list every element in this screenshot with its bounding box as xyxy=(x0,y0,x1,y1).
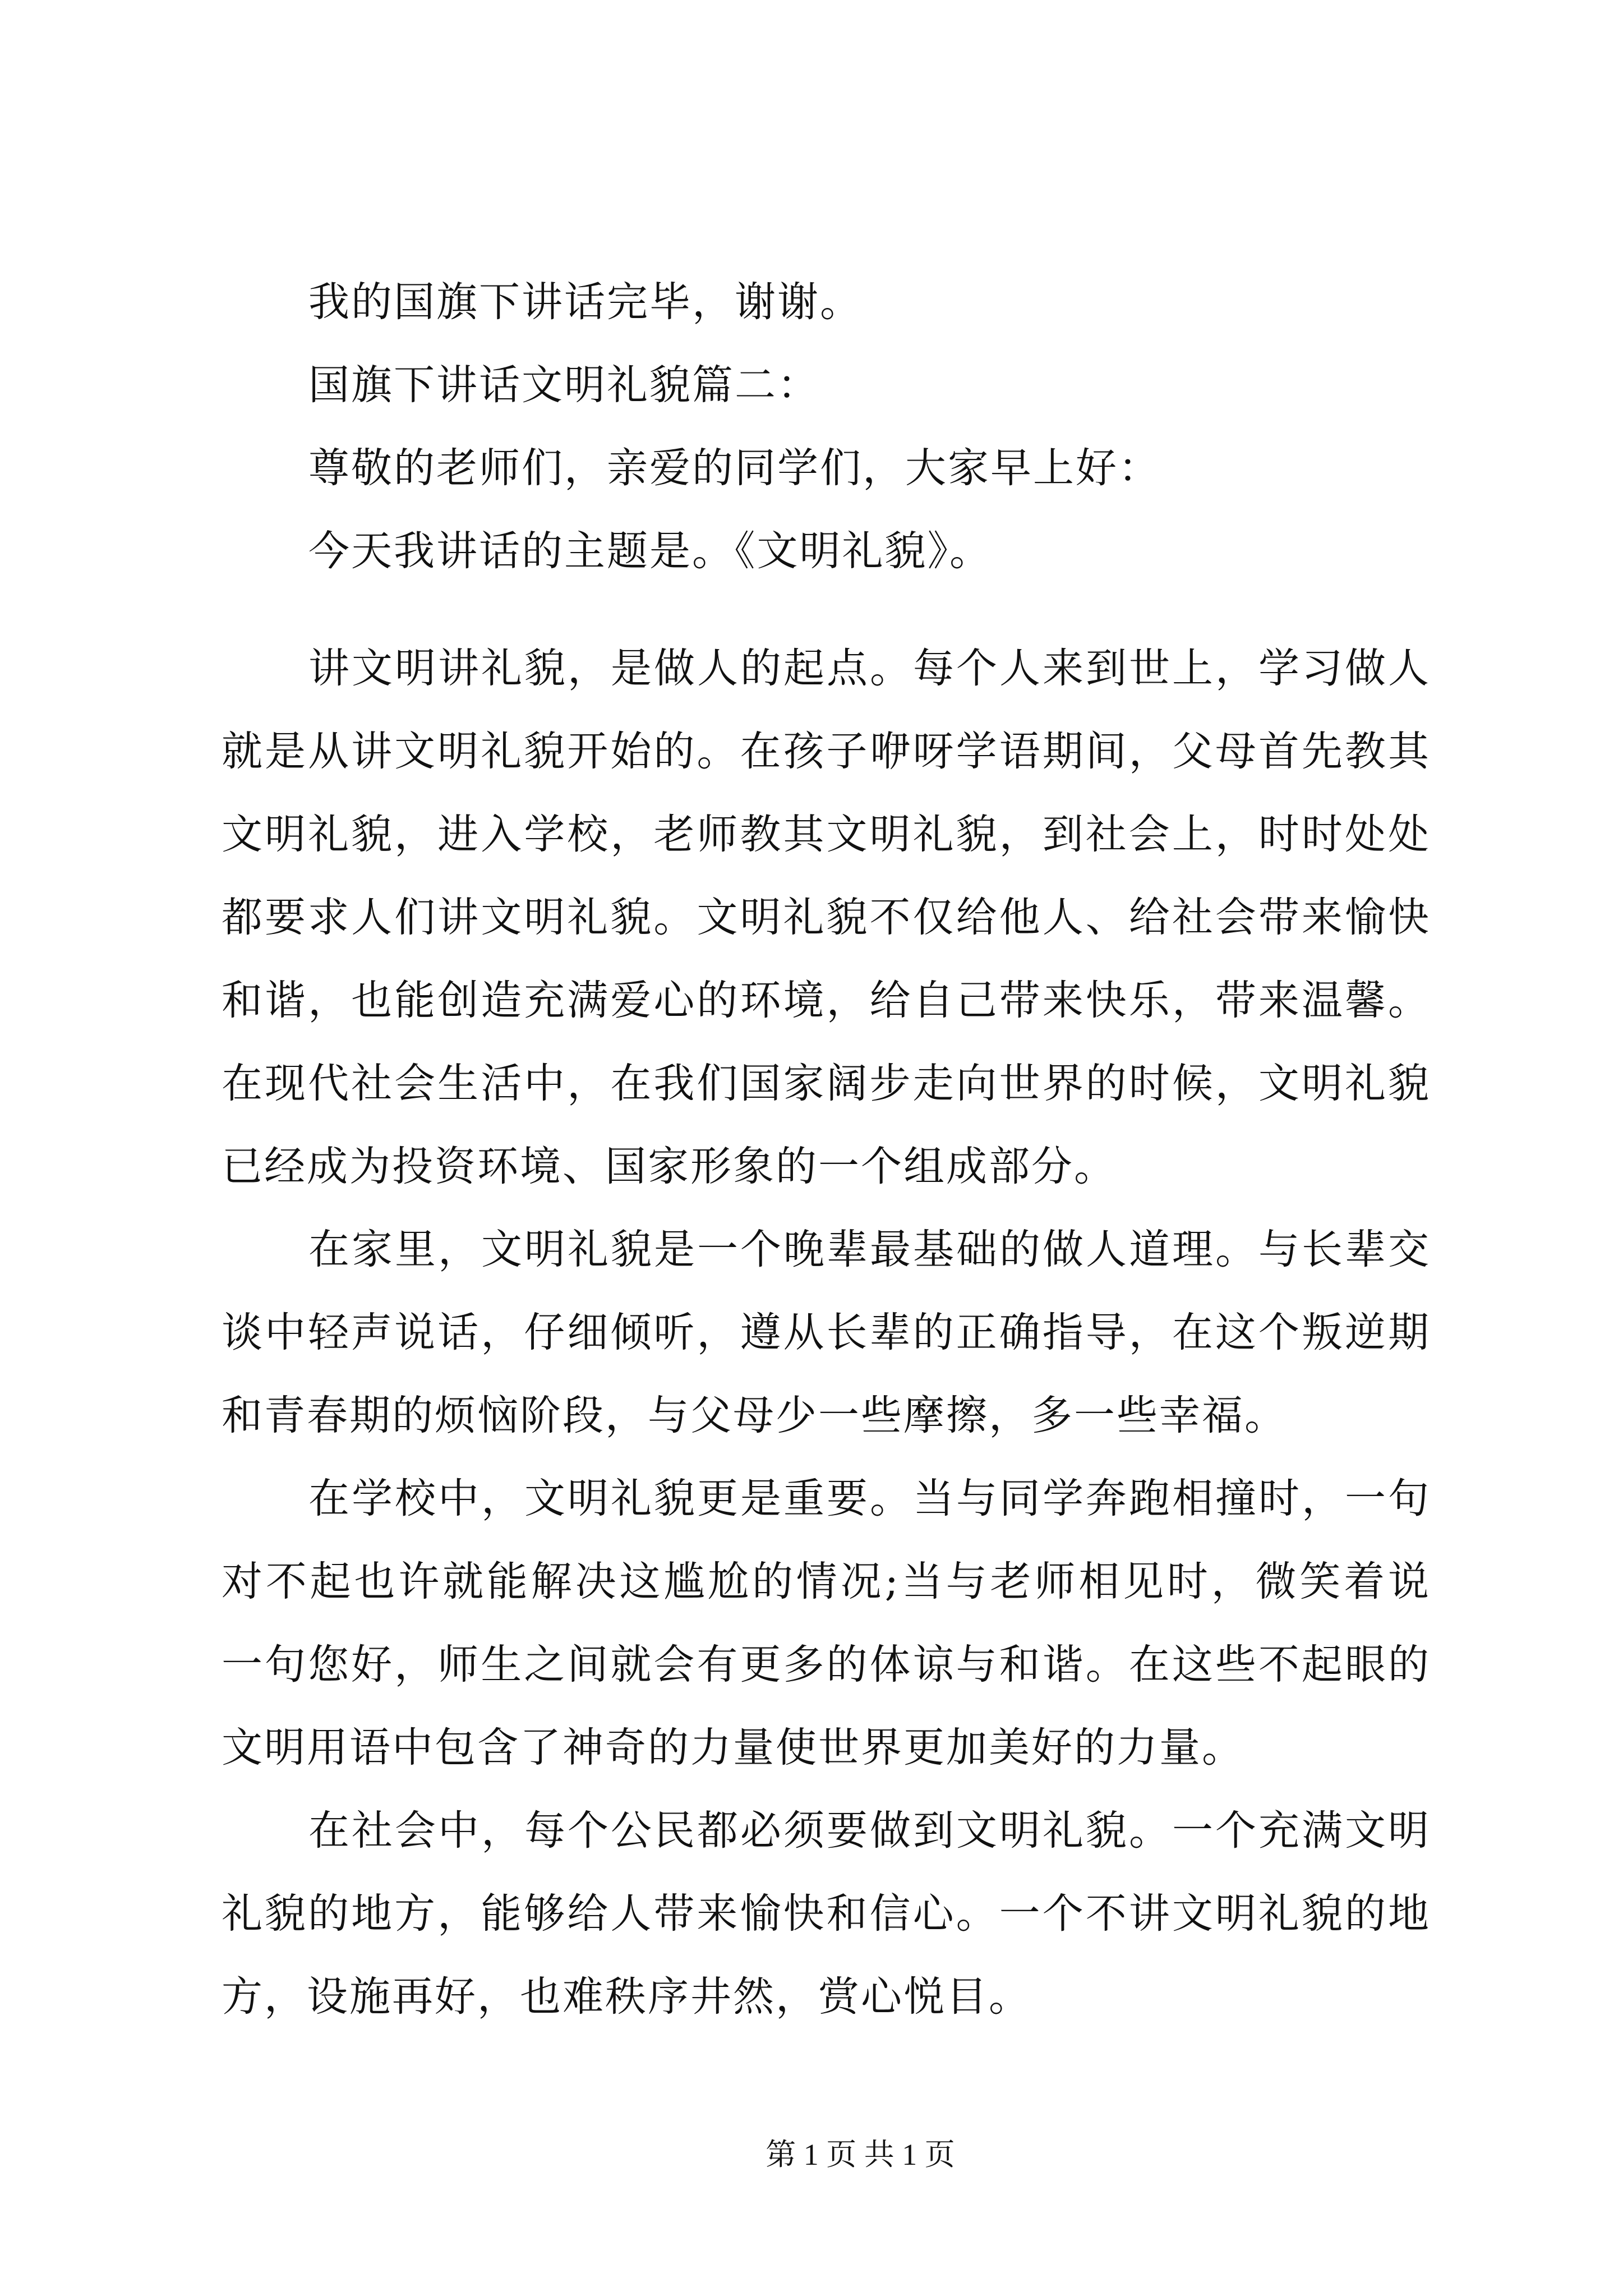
text-line: 一句您好，师生之间就会有更多的体谅与和谐。在这些不起眼的 xyxy=(222,1641,1431,1688)
text-line: 文明用语中包含了神奇的力量使世界更加美好的力量。 xyxy=(222,1724,1244,1772)
text-line: 礼貌的地方，能够给人带来愉快和信心。一个不讲文明礼貌的地 xyxy=(222,1890,1431,1938)
paragraph-intro xyxy=(222,627,1431,1208)
page-number-label: 第 1 页 共 1 页 xyxy=(766,2138,955,2171)
text-line: 对不起也许就能解决这尴尬的情况;当与老师相见时，微笑着说 xyxy=(222,1558,1431,1605)
section-title xyxy=(222,344,1431,427)
text-line: 今天我讲话的主题是。《文明礼貌》。 xyxy=(308,527,992,575)
text-line: 在学校中，文明礼貌更是重要。当与同学奔跑相撞时，一句 xyxy=(308,1475,1431,1522)
paragraph-school xyxy=(222,1457,1431,1789)
text-line: 已经成为投资环境、国家形象的一个组成部分。 xyxy=(222,1143,1117,1190)
text-line: 谈中轻声说话，仔细倾听，遵从长辈的正确指导，在这个叛逆期 xyxy=(222,1309,1431,1356)
page-footer xyxy=(766,2132,955,2177)
text-line: 文明礼貌，进入学校，老师教其文明礼貌，到社会上，时时处处 xyxy=(222,811,1431,858)
text-line: 尊敬的老师们，亲爱的同学们，大家早上好： xyxy=(308,444,1161,492)
text-line: 就是从讲文明礼貌开始的。在孩子咿呀学语期间，父母首先教其 xyxy=(222,728,1431,775)
text-line: 讲文明讲礼貌，是做人的起点。每个人来到世上，学习做人 xyxy=(308,645,1431,692)
text-line: 在现代社会生活中，在我们国家阔步走向世界的时候，文明礼貌 xyxy=(222,1060,1431,1107)
text-line: 国旗下讲话文明礼貌篇二： xyxy=(308,361,820,409)
paragraph-society xyxy=(222,1789,1431,2039)
salutation xyxy=(222,427,1431,510)
text-line: 在家里，文明礼貌是一个晚辈最基础的做人道理。与长辈交 xyxy=(308,1226,1431,1273)
text-line: 在社会中，每个公民都必须要做到文明礼貌。一个充满文明 xyxy=(308,1807,1431,1855)
text-line: 方，设施再好，也难秩序井然，赏心悦目。 xyxy=(222,1973,1031,2021)
paragraph-family xyxy=(222,1208,1431,1457)
topic-statement xyxy=(222,510,1431,593)
text-line: 我的国旗下讲话完毕，谢谢。 xyxy=(308,278,863,326)
document-body xyxy=(222,261,1431,2039)
text-line: 和青春期的烦恼阶段，与父母少一些摩擦，多一些幸福。 xyxy=(222,1392,1287,1439)
text-line: 都要求人们讲文明礼貌。文明礼貌不仅给他人、给社会带来愉快 xyxy=(222,894,1431,941)
text-line: 和谐，也能创造充满爱心的环境，给自己带来快乐，带来温馨。 xyxy=(222,977,1431,1024)
closing-remark xyxy=(222,261,1431,344)
